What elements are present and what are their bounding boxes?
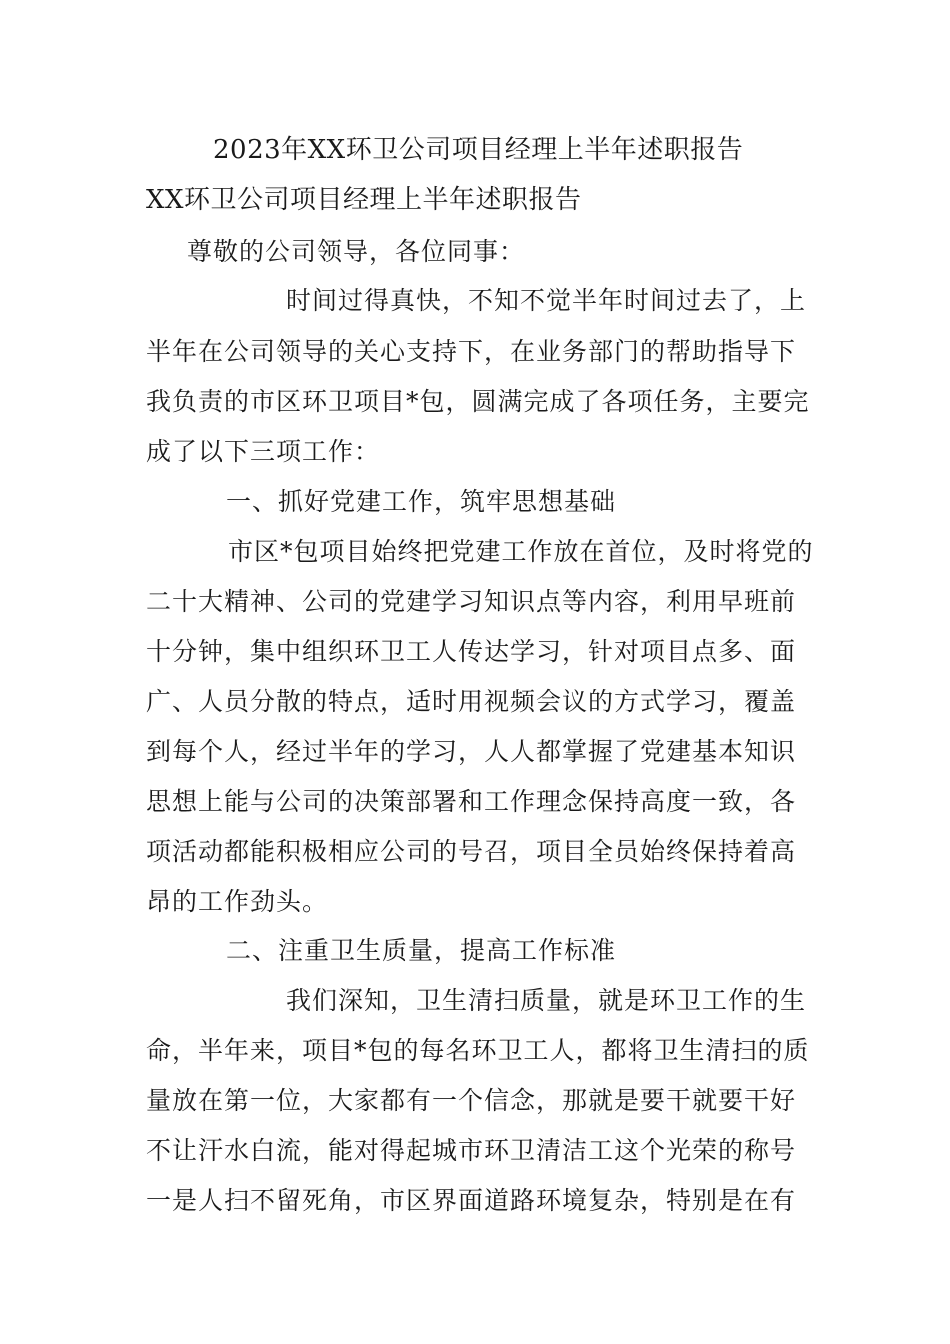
paragraph-line: 成了以下三项工作： bbox=[146, 437, 381, 466]
paragraph-line: 时间过得真快，不知不觉半年时间过去了，上 bbox=[286, 286, 807, 315]
paragraph-line: 思想上能与公司的决策部署和工作理念保持高度一致，各 bbox=[146, 787, 797, 816]
document-title: 2023年XX环卫公司项目经理上半年述职报告 bbox=[213, 135, 744, 165]
section-heading: 二、注重卫生质量，提高工作标准 bbox=[226, 936, 617, 965]
paragraph-line: 市区*包项目始终把党建工作放在首位，及时将党的 bbox=[228, 537, 814, 566]
paragraph-line: 十分钟，集中组织环卫工人传达学习，针对项目点多、面 bbox=[146, 637, 797, 666]
paragraph-line: 项活动都能积极相应公司的号召，项目全员始终保持着高 bbox=[146, 837, 797, 866]
section-heading: 一、抓好党建工作，筑牢思想基础 bbox=[226, 487, 617, 516]
paragraph-line: 昂的工作劲头。 bbox=[146, 887, 329, 916]
paragraph-line: 二十大精神、公司的党建学习知识点等内容，利用早班前 bbox=[146, 587, 797, 616]
paragraph-line: 命，半年来，项目*包的每名环卫工人，都将卫生清扫的质 bbox=[146, 1036, 810, 1065]
document-subtitle: XX环卫公司项目经理上半年述职报告 bbox=[146, 185, 582, 215]
paragraph-line: 广、人员分散的特点，适时用视频会议的方式学习，覆盖 bbox=[146, 687, 797, 716]
paragraph-line: 我负责的市区环卫项目*包，圆满完成了各项任务，主要完 bbox=[146, 387, 810, 416]
paragraph-line: 到每个人，经过半年的学习，人人都掌握了党建基本知识 bbox=[146, 737, 797, 766]
paragraph-line: 半年在公司领导的关心支持下，在业务部门的帮助指导下 bbox=[146, 337, 797, 366]
paragraph-line: 量放在第一位，大家都有一个信念，那就是要干就要干好 bbox=[146, 1086, 797, 1115]
paragraph-line: 一是人扫不留死角，市区界面道路环境复杂，特别是在有 bbox=[146, 1186, 797, 1215]
paragraph-line: 我们深知，卫生清扫质量，就是环卫工作的生 bbox=[286, 986, 807, 1015]
paragraph-line: 不让汗水白流，能对得起城市环卫清洁工这个光荣的称号 bbox=[146, 1136, 797, 1165]
greeting: 尊敬的公司领导，各位同事： bbox=[187, 237, 526, 266]
